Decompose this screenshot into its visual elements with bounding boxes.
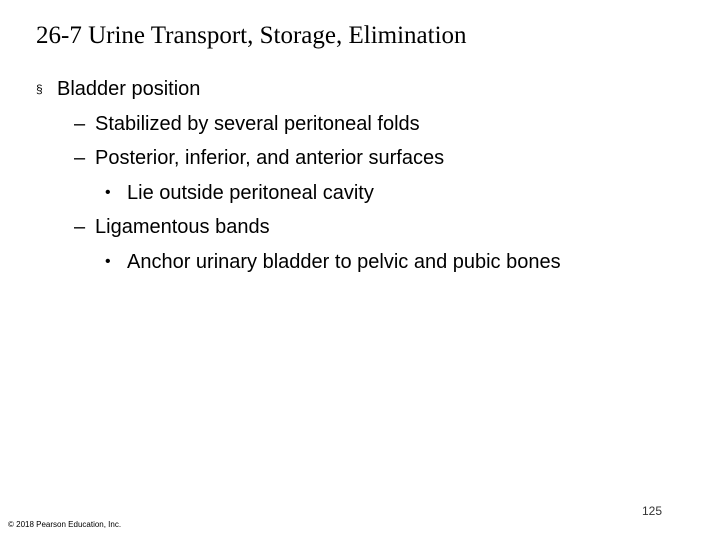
bullet-text: Stabilized by several peritoneal folds xyxy=(95,112,420,135)
bullet-line xyxy=(36,210,676,245)
bullet-line xyxy=(36,107,676,142)
bullet-text: Anchor urinary bladder to pelvic and pubic bones xyxy=(127,250,561,273)
bullet-line xyxy=(36,72,676,107)
dot-bullet-icon: • xyxy=(105,183,111,201)
page-number: 125 xyxy=(641,504,662,518)
bullet-line xyxy=(36,176,676,211)
bullet-list xyxy=(36,72,676,279)
dash-bullet-icon: – xyxy=(74,147,86,169)
bullet-line xyxy=(36,141,676,176)
bullet-text: Posterior, inferior, and anterior surfaces xyxy=(95,147,445,169)
bullet-text: Ligamentous bands xyxy=(95,216,270,238)
bullet-text: Bladder position xyxy=(57,78,201,100)
copyright-footer: © 2018 Pearson Education, Inc. xyxy=(8,520,122,529)
bullet-text: Lie outside peritoneal cavity xyxy=(127,181,374,204)
section-bullet-icon: § xyxy=(36,82,43,96)
dash-bullet-icon: – xyxy=(74,112,86,135)
slide-title: 26-7 Urine Transport, Storage, Elimination xyxy=(36,22,467,49)
dot-bullet-icon: • xyxy=(105,252,111,270)
dash-bullet-icon: – xyxy=(74,216,86,238)
bullet-line xyxy=(36,245,676,280)
